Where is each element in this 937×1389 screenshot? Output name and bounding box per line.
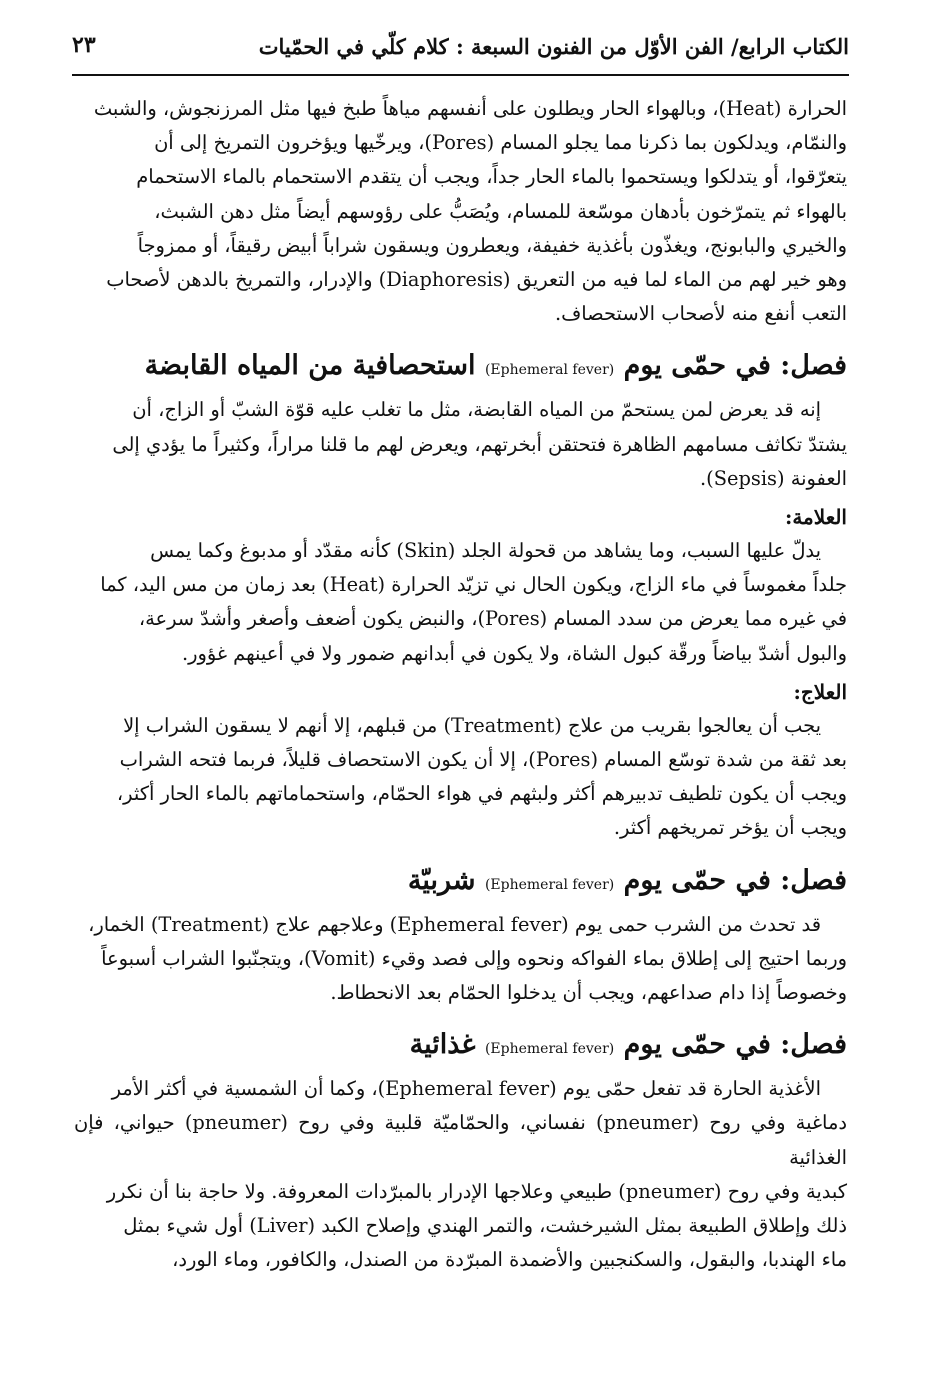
text-line: يدلّ عليها السبب، وما يشاهد من قحولة الجلد (Skin) كأنه مقدّد أو مدبوغ وكما يمس [150,539,821,563]
text-line: العفونة (Sepsis). [699,466,847,490]
text-line: كبدية وفي روح (pneumer) طبيعي وعلاجها الإدرار بالمبرّدات المعروفة. ولا حاجة بنا أن نكرر [106,1179,847,1203]
heading-suffix: غذائية [409,1029,476,1061]
text-line: في غيره مما يعرض من سدد المسام (Pores)، والنبض يكون أضعف وأصغر وأشدّ سرعة، [138,607,847,631]
header-rule [72,74,849,76]
text-line: وخصوصاً إذا دام صداعهم، ويجب أن يدخلوا الحمّام بعد الانحطاط. [330,981,847,1005]
section-heading-astringent-waters [74,347,847,389]
text-line: والبول أشدّ بياضاً ورقّة كبول الشاة، ولا يكون في أبدانهم ضمور ولا في أعينهم غؤور. [181,641,847,665]
text-line: يتعرّقوا، أو يتدلكوا ويستحموا بالماء الحار جداً، ويجب أن يتقدم الاستحمام بالماء الاستحمام [136,165,847,189]
heading-english-term: (Ephemeral fever) [484,876,615,893]
text-line: قد تحدث من الشرب حمى يوم (Ephemeral fever) وعلاجهم علاج (Treatment) الخمار، [88,912,821,936]
section-heading-drinking [74,862,847,904]
heading-prefix: فصل: في حمّى يوم [623,350,847,382]
text-line: وربما احتيج إلى إطلاق بماء الفواكه ونحوه وإلى فصد وقيء (Vomit)، ويتجنّبوا الشراب أسبوعاً [101,946,847,970]
running-head: الكتاب الرابع/ الفن الأوّل من الفنون السبعة : كلام كلّي في الحمّيات [258,34,849,59]
text-line: ويجب أن يكون تلطيف تدبيرهم أكثر ولبثهم في هواء الحمّام، واستحماماتهم بالماء الحار أكثر، [116,782,847,806]
page-body [74,92,847,1277]
text-line: ويجب أن يؤخر تمريخهم أكثر. [613,816,847,840]
text-line: الأغذية الحارة قد تفعل حمّى يوم (Ephemeral fever)، وكما أن الشمسية في أكثر الأمر [111,1077,821,1101]
text-line: ماء الهندبا، والبقول، والسكنجبين والأضمدة المبرّدة من الصندل، والكافور، وماء الورد، [172,1248,847,1272]
text-line: التعب أنفع منه لأصحاب الاستحصاف. [555,302,847,326]
signs-paragraph [74,534,847,671]
text-line: الحرارة (Heat)، وبالهواء الحار ويطلون على أنفسهم مياهاً طبخ فيها مثل المرزنجوش، والشبث [93,97,847,120]
heading-prefix: فصل: في حمّى يوم [623,1029,847,1061]
text-line: بعد ثقة من شدة توسّع المسام (Pores)، إلا أن يكون الاستحصاف قليلاً، فربما فتحه الشراب [119,748,847,772]
heading-suffix: شربيّة [407,864,476,896]
text-line: والنمّام، ويدلكون بما ذكرنا مما يجلو المسام (Pores)، ويرخّيها ويؤخرون التمريخ إلى أن [154,131,847,155]
text-line: إنه قد يعرض لمن يستحمّ من المياه القابضة، مثل ما تغلب عليه قوّة الشبّ أو الزاج، أن [132,398,821,422]
section-paragraph [74,1072,847,1277]
text-line: دماغية وفي روح (pneumer) نفساني، والحمّاميّة قلبية وفي روح (pneumer) حيواني، فإن الغذائية [74,1111,847,1169]
section-heading-food [74,1026,847,1068]
text-line: ذلك وإطلاق الطبيعة بمثل الشيرخشت، والتمر الهندي وإصلاح الكبد (Liver) أول شيء بمثل [123,1214,847,1238]
page-number: ٢٣ [72,32,96,58]
text-line: وهو خير لهم من الماء لما فيه من التعريق (Diaphoresis) والإدرار، والتمريخ بالدهن لأصحاب [106,268,847,292]
intro-paragraph [74,92,847,331]
text-line: والخيري والبابونج، ويغذّون بأغذية خفيفة، ويعطرون ويسقون شراباً أبيض رقيقاً، أو ممزوجاً [137,233,847,257]
heading-english-term: (Ephemeral fever) [484,362,615,379]
heading-prefix: فصل: في حمّى يوم [623,864,847,896]
section-paragraph [74,393,847,496]
text-line: بالهواء ثم يتمرّخون بأدهان موسّعة للمسام، ويُصَبُّ على رؤوسهم أيضاً مثل دهن الشبث، [154,199,847,223]
heading-english-term: (Ephemeral fever) [484,1041,615,1058]
treatment-paragraph [74,709,847,846]
text-line: جلداً مغموساً في ماء الزاج، ويكون الحال ني تزيّد الحرارة (Heat) بعد زمان من مس اليد، كما [100,573,847,597]
subheading-signs: العلامة: [784,505,847,530]
page-header [72,30,849,70]
text-line: يجب أن يعالجوا بقريب من علاج (Treatment) من قبلهم، إلا أنهم لا يسقون الشراب إلا [123,713,821,737]
text-line: يشتدّ تكاثف مسامهم الظاهرة فتحتقن أبخرتهم، ويعرض لهم ما قلنا مراراً، وكثيراً ما يؤدي إلى [112,432,847,456]
heading-suffix: استحصافية من المياه القابضة [144,350,476,382]
subheading-treatment: العلاج: [793,679,847,704]
section-paragraph [74,908,847,1011]
